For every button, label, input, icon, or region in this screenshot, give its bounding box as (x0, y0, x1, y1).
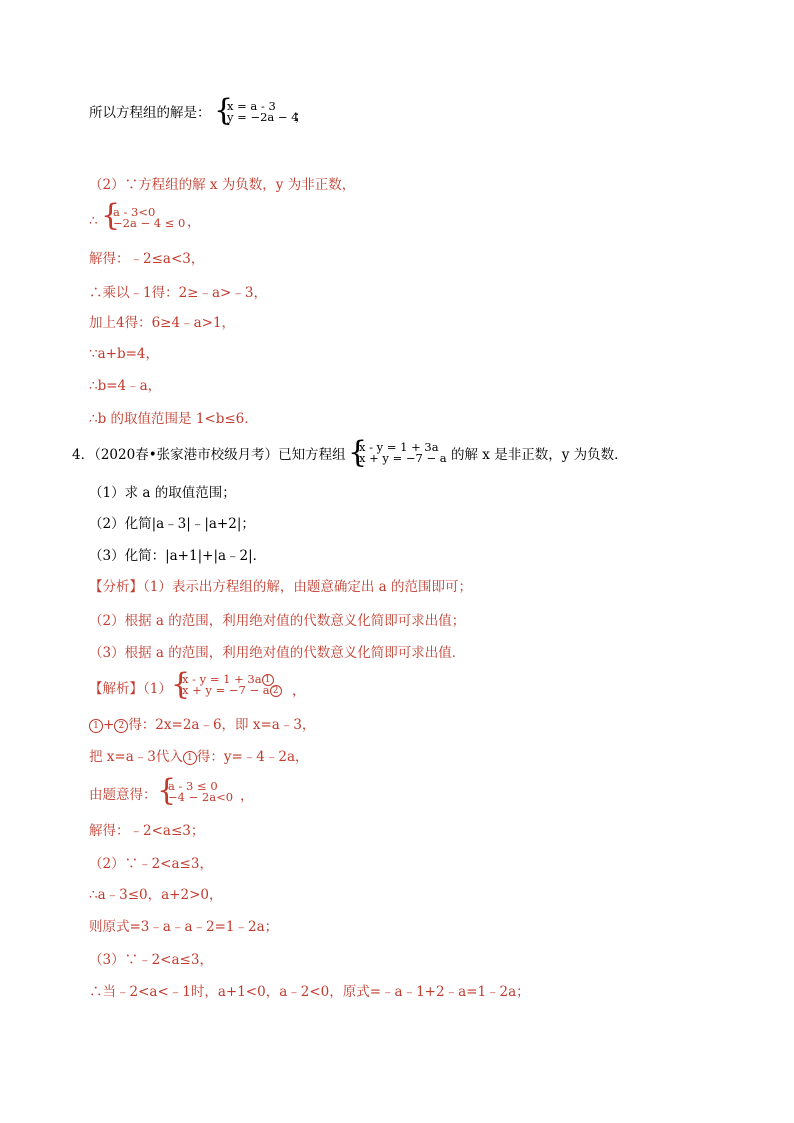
solution-step: 1 + 2 得：2x=2a﹣6，即 x=a﹣3， (89, 716, 315, 734)
text-line: 解得：﹣2≤a<3， (89, 251, 205, 267)
subquestion-3: （3）化简：|a+1|+|a﹣2|． (89, 548, 267, 564)
solution-heading: 【解析】（1） (89, 681, 172, 697)
equation-system: x - y = 1 + 3a x + y = −7 − a (359, 440, 447, 465)
question-4-tail: 的解 x 是非正数，y 为负数． (451, 447, 628, 463)
solution-step: 由题意得： (89, 787, 157, 803)
punctuation: ； (294, 109, 308, 125)
analysis-line-3: （3）根据 a 的范围，利用绝对值的代数意义化简即可求出值． (89, 645, 466, 661)
inequality-system: a - 3 ≤ 0 −4 − 2a<0 (168, 779, 234, 804)
circled-number-icon: 2 (270, 685, 282, 697)
equation-system: x - y = 1 + 3a 1 x + y = −7 − a 2 (182, 674, 282, 696)
brace-icon: { (157, 773, 177, 808)
solution-step: ∴当﹣2<a<﹣1时，a+1<0，a﹣2<0，原式=﹣a﹣1+2﹣a=1﹣2a； (89, 984, 530, 1000)
text-line: ∵a+b=4， (89, 346, 159, 362)
brace-icon: { (348, 435, 368, 470)
punctuation: ， (187, 214, 201, 230)
analysis-line-1: 【分析】（1）表示出方程组的解，由题意确定出 a 的范围即可； (89, 579, 472, 595)
text-line: ∴b=4﹣a， (89, 378, 162, 394)
punctuation: ， (240, 788, 254, 804)
solution-step: 则原式=3﹣a﹣a﹣2=1﹣2a； (89, 919, 279, 935)
circled-number-icon: 1 (262, 674, 274, 686)
solution-intro: 所以方程组的解是： (89, 105, 211, 121)
brace-icon: { (101, 198, 121, 233)
text-line: ∴乘以﹣1得：2≥﹣a>﹣3， (89, 285, 267, 301)
text-line: ∴b 的取值范围是 1<b≤6． (89, 411, 258, 427)
solution-step: 把 x=a﹣3代入 1 得：y=﹣4﹣2a， (89, 749, 309, 765)
solution-step: 解得：﹣2<a≤3； (89, 823, 205, 839)
solution-step: （3）∵﹣2<a≤3， (89, 952, 213, 968)
brace-icon: { (214, 93, 234, 128)
circled-number-icon: 2 (114, 719, 128, 733)
solution-step: （2）∵﹣2<a≤3， (89, 856, 213, 872)
equation-system: x = a - 3 y = −2a − 4 (227, 99, 299, 124)
subquestion-1: （1）求 a 的取值范围； (89, 485, 236, 501)
solution-step: ∴a﹣3≤0，a+2>0， (89, 887, 223, 903)
subquestion-2: （2）化简|a﹣3|﹣|a+2|； (89, 516, 255, 532)
circled-number-icon: 1 (89, 719, 103, 733)
inequality-system: a - 3<0 −2a − 4 ≤ 0 (113, 205, 186, 230)
part2-heading: （2）∵方程组的解 x 为负数，y 为非正数， (89, 177, 356, 193)
question-4-text: 4．（2020春•张家港市校级月考）已知方程组 (72, 447, 346, 463)
brace-icon: { (171, 667, 191, 702)
text-line: 加上4得：6≥4﹣a>1， (89, 315, 236, 331)
punctuation: ， (292, 683, 306, 699)
therefore-symbol: ∴ (89, 213, 98, 229)
analysis-line-2: （2）根据 a 的范围，利用绝对值的代数意义化简即可求出值； (89, 613, 466, 629)
circled-number-icon: 1 (183, 751, 197, 765)
